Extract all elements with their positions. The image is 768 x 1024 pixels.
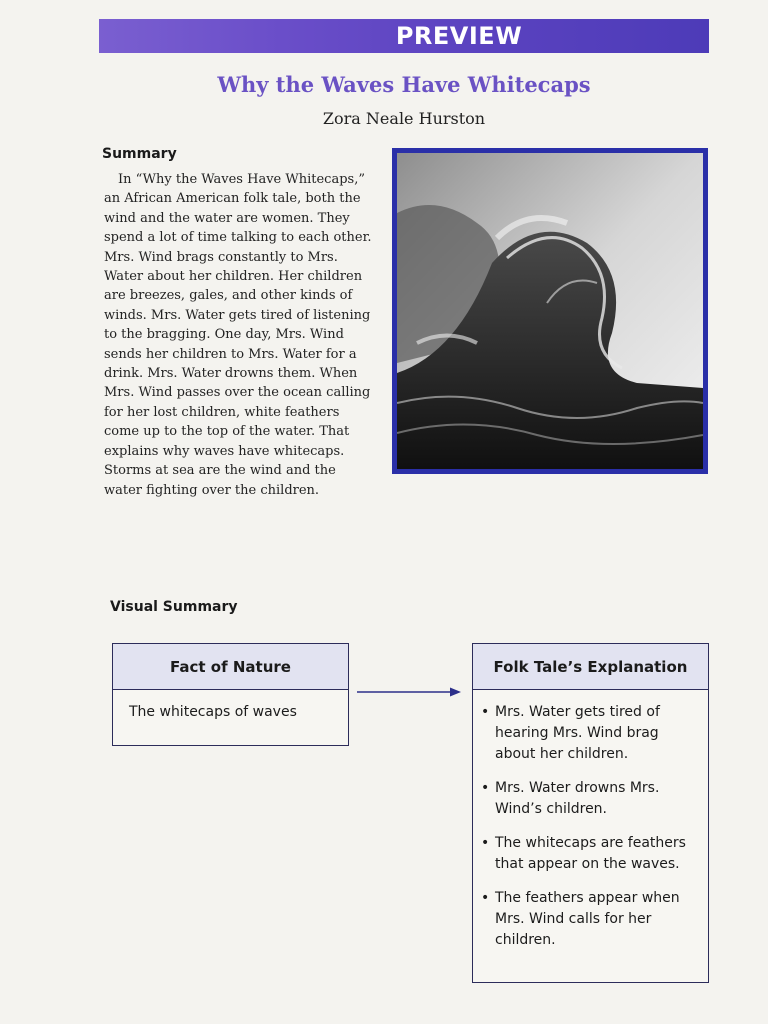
right-arrow-icon xyxy=(357,684,461,700)
preview-banner xyxy=(99,19,709,53)
fact-of-nature-body: The whitecaps of waves xyxy=(129,704,297,720)
fact-of-nature-box xyxy=(112,643,349,746)
story-title: Why the Waves Have Whitecaps xyxy=(217,72,591,97)
bullet-dot: • xyxy=(481,780,490,796)
bullet-dot: • xyxy=(481,704,490,720)
list-item xyxy=(481,778,698,820)
list-item-text: Mrs. Water drowns Mrs. Wind’s children. xyxy=(495,780,660,817)
banner-label: PREVIEW xyxy=(395,22,523,50)
visual-summary-heading: Visual Summary xyxy=(110,599,238,615)
list-item-text: The feathers appear when Mrs. Wind calls for her children. xyxy=(495,890,680,948)
explanation-list xyxy=(473,690,708,951)
list-item-text: Mrs. Water gets tired of hearing Mrs. Wind brag about her children. xyxy=(495,704,660,762)
bullet-dot: • xyxy=(481,835,490,851)
folk-tale-explanation-header: Folk Tale’s Explanation xyxy=(473,644,708,690)
wave-illustration xyxy=(392,148,708,474)
story-author: Zora Neale Hurston xyxy=(322,109,486,128)
list-item xyxy=(481,888,698,951)
folk-tale-explanation-box xyxy=(472,643,709,983)
list-item xyxy=(481,833,698,875)
fact-of-nature-header: Fact of Nature xyxy=(113,644,348,690)
summary-text: In “Why the Waves Have Whitecaps,” an African American folk tale, both the wind and the water are women. They spend a lot of time talking to each other. Mrs. Wind brags constantly to Mrs. Water about her children. Her children are breezes, gales, and other kinds of winds. Mrs. Water gets tired of listening to the bragging. One day, Mrs. Wind sends her children to Mrs. Water for a drink. Mrs. Water drowns them. When Mrs. Wind passes over the ocean calling for her lost children, white feathers come up to the top of the water. That explains why waves have whitecaps. Storms at sea are the wind and the water fighting over the children. xyxy=(104,172,372,498)
list-item xyxy=(481,702,698,765)
summary-heading: Summary xyxy=(102,146,177,162)
list-item-text: The whitecaps are feathers that appear on the waves. xyxy=(495,835,686,872)
bullet-dot: • xyxy=(481,890,490,906)
wave-image xyxy=(397,153,703,469)
